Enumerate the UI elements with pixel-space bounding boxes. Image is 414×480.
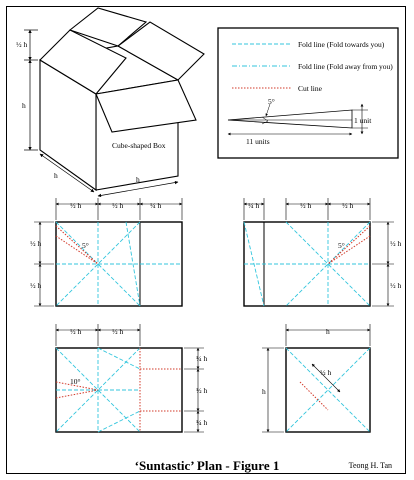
box-label: Cube-shaped Box — [112, 141, 166, 150]
legend-unit-height: 1 unit — [354, 116, 372, 125]
panel-c-side-dim-3: ¼ h — [196, 418, 208, 427]
panel-d-top-dim: h — [326, 327, 330, 336]
legend-cut: Cut line — [298, 84, 322, 93]
legend-angle: 5° — [268, 97, 275, 106]
legend-unit-length: 11 units — [246, 137, 270, 146]
legend-fold-towards: Fold line (Fold towards you) — [298, 40, 385, 49]
panel-b-side-dim-1: ½ h — [390, 239, 402, 248]
author: Teong H. Tan — [348, 461, 392, 470]
box-dim-height: h — [22, 101, 26, 110]
panel-a — [30, 198, 182, 306]
panel-b-angle: 5° — [338, 241, 345, 250]
panel-c-angle: 10° — [70, 377, 81, 386]
panel-a-top-dim-2: ½ h — [112, 201, 124, 210]
panel-a-top-dim-3: ¼ h — [150, 201, 162, 210]
panel-d-side-dim: h — [262, 387, 266, 396]
panel-b-side-dim-2: ½ h — [390, 281, 402, 290]
panel-a-angle: 5° — [82, 241, 89, 250]
cube-box-illustration — [40, 8, 204, 190]
panel-a-side-dim-1: ½ h — [30, 239, 42, 248]
panel-b-top-dim-3: ½ h — [342, 201, 354, 210]
panel-c-top-dim-2: ½ h — [112, 327, 124, 336]
panel-a-side-dim-2: ½ h — [30, 281, 42, 290]
panel-d — [262, 324, 370, 432]
panel-d-diag-dim: ½ h — [320, 368, 332, 377]
figure-title: ‘Suntastic’ Plan - Figure 1 — [134, 458, 280, 473]
box-dim-width: h — [136, 175, 140, 184]
panel-b-top-dim-1: ¼ h — [248, 201, 260, 210]
panel-c-top-dim-1: ½ h — [70, 327, 82, 336]
panel-b-top-dim-2: ½ h — [300, 201, 312, 210]
legend-fold-away: Fold line (Fold away from you) — [298, 62, 393, 71]
box-dim-half-h: ½ h — [16, 40, 28, 49]
legend — [218, 28, 398, 158]
panel-c — [56, 324, 208, 432]
box-dim-depth: h — [54, 171, 58, 180]
panel-b — [244, 198, 402, 306]
panel-c-side-dim-1: ¼ h — [196, 354, 208, 363]
panel-a-top-dim-1: ½ h — [70, 201, 82, 210]
panel-c-side-dim-2: ½ h — [196, 386, 208, 395]
